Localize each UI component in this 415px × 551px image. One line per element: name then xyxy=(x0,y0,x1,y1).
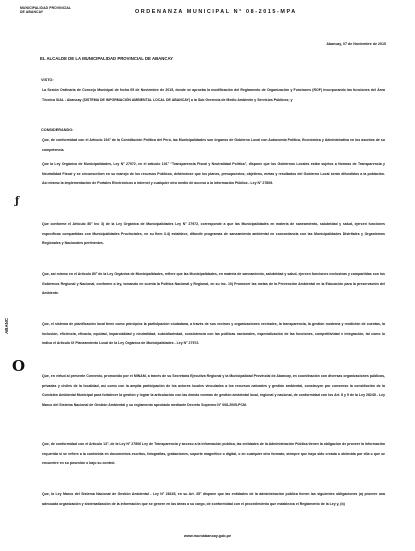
alcalde-line: EL ALCALDE DE LA MUNICIPALIDAD PROVINCIAL DE ABANCAY xyxy=(40,56,174,61)
considerando-paragraph-8: Que, la Ley Marco del Sistema Nacional de Gestión Ambiental - Ley N° 28245, en su Art. 35° dispone que las entidades de la administración pública tienen las siguientes obligaciones (a) proveer una adecuada organización y sistematización de la información que se genere en las áreas a su cargo, de conformidad con el procedimiento que establezca el Reglamento de la Ley y, (b) xyxy=(42,492,385,506)
considerando-paragraph-5: Que, el sistema de planificación local tiene como principios la participación ciudadana, a través de sus vecinos y organizaciones vecinales, la transparencia, la gestión moderna y rendición de cuentas, la inclusión, eficiencia, eficacia, equidad, imparcialidad y neutralidad, subsidiariedad, consistencia con las políticas nacionales, especialización de las funciones, competitividad e integración, tal como lo indica el Artículo IX Planeamiento Local de la Ley Orgánica de Municipalidades - Ley N° 27972. xyxy=(42,322,385,346)
considerando-paragraph-6: Que, en virtud al presente Convenio, promovido por el MINAM, a través de su Secretaría Ejecutiva Regional y la Municipalidad Provincial de Abancay, en coordinación con diversas organizaciones públicas, privadas y civiles de la localidad, así como con la amplia participación de los actores locales vinculados a los recursos naturales y gestión ambiental, construyen por consenso la constitución de la Comisión Ambiental Municipal para fortalecer la gestión y lograr la articulación con las demás normas de gestión ambiental local, regional y nacional, de conformidad con los Art. 8 y 9 de la Ley 28245 - Ley Marco del Sistema Nacional de Gestión Ambiental y su reglamento aprobado mediante Decreto Supremo N° 008-2005-PCM. xyxy=(42,374,385,407)
document-date: Abancay, 07 de Noviembre de 2015 xyxy=(326,42,386,46)
considerando-paragraph-2: Que la Ley Orgánica de Municipalidades, Ley N° 27972, en el artículo 101° "Transparencia Fiscal y Neutralidad Política", dispone que los Gobiernos Locales están sujetos a Normas de Transparencia y Neutralidad Fiscal y se circunscriben en su manejo de los recursos Públicos, debiéndose que los planes, presupuestos, objetivos, metas y resultados del Gobierno Local serán difundidos a la población. Así mismo la implementación de Portales Electrónicos a internet y cualquier otro medio de acceso a la información Pública - Ley N° 27806. xyxy=(42,162,385,186)
margin-signature-mark: ƒ xyxy=(15,196,20,207)
considerando-paragraph-4: Que, así mismo en el Artículo 80° de la Ley Orgánica de Municipalidades, refiere que las Municipalidades, en materia de saneamiento, salubridad y salud, ejercen funciones exclusivas y compartidas con los Gobiernos Regional y Nacional, conforme a ley, tomando en cuenta la Política Nacional y Regional, en su inc. 10) Promover las metas de la Prevención Ambiental en la Educación para la preservación del Ambiente. xyxy=(42,272,385,296)
considerando-paragraph-7: Que, de conformidad con el Artículo 13°, de la Ley N° 27806 Ley de Transparencia y acceso a la información pública, las entidades de la Administración Pública tienen la obligación de proveer la información requerida si se refiere a la contenida en documentos escritos, fotografías, grabaciones, soporte magnético o digital, o en cualquier otro formato, siempre que haya sido creada u obtenida por ella o que se encuentre en su posesión o bajo su control. xyxy=(42,442,385,466)
visto-paragraph: La Sesión Ordinaria de Concejo Municipal de fecha 05 de Noviembre de 2015, donde se aprueba la modificación del Reglamento de Organización y Funciones (ROF) incorporando las funciones del Área Técnica SIAL - Abancay (SISTEMA DE INFORMACIÓN AMBIENTAL LOCAL DE ABANCAY) a la Sub Gerencia de Medio Ambiente y Servicios Públicos; y xyxy=(42,88,385,102)
margin-circle-mark: O xyxy=(12,357,26,375)
considerando-paragraph-1: Que, de conformidad con el Artículo 194° de la Constitución Política del Perú, las Municipalidades son órganos de Gobierno Local con Autonomía Política, Económica y Administrativa en los asuntos de su competencia. xyxy=(42,138,385,152)
margin-stamp-text: ABANC xyxy=(4,318,9,334)
footer-url[interactable]: www.muniabancay.gob.pe xyxy=(183,534,232,538)
institution-header xyxy=(20,6,71,14)
visto-heading: VISTO: xyxy=(41,78,54,82)
ordinance-title: ORDENANZA MUNICIPAL N° 08-2015-MPA xyxy=(135,9,297,15)
institution-line-2: DE ABANCAY xyxy=(20,10,44,15)
considerando-heading: CONSIDERANDO: xyxy=(41,128,74,132)
considerando-paragraph-3: Que conforme el Artículo 80° Inc 3) de la Ley Orgánica de Municipalidades Ley N° 27972, corresponde a que las Municipalidades en materia de saneamiento, salubridad y salud, ejercen funciones específicas compartidas con Municipalidades Provinciales, en su Ítem 3.4) establece, difundir programas de saneamiento ambiental en concordancia con las Municipalidades Distritales y Organismos Regionales y Nacionales pertinentes. xyxy=(42,222,385,246)
institution-line-1: MUNICIPALIDAD PROVINCIAL xyxy=(20,6,72,10)
